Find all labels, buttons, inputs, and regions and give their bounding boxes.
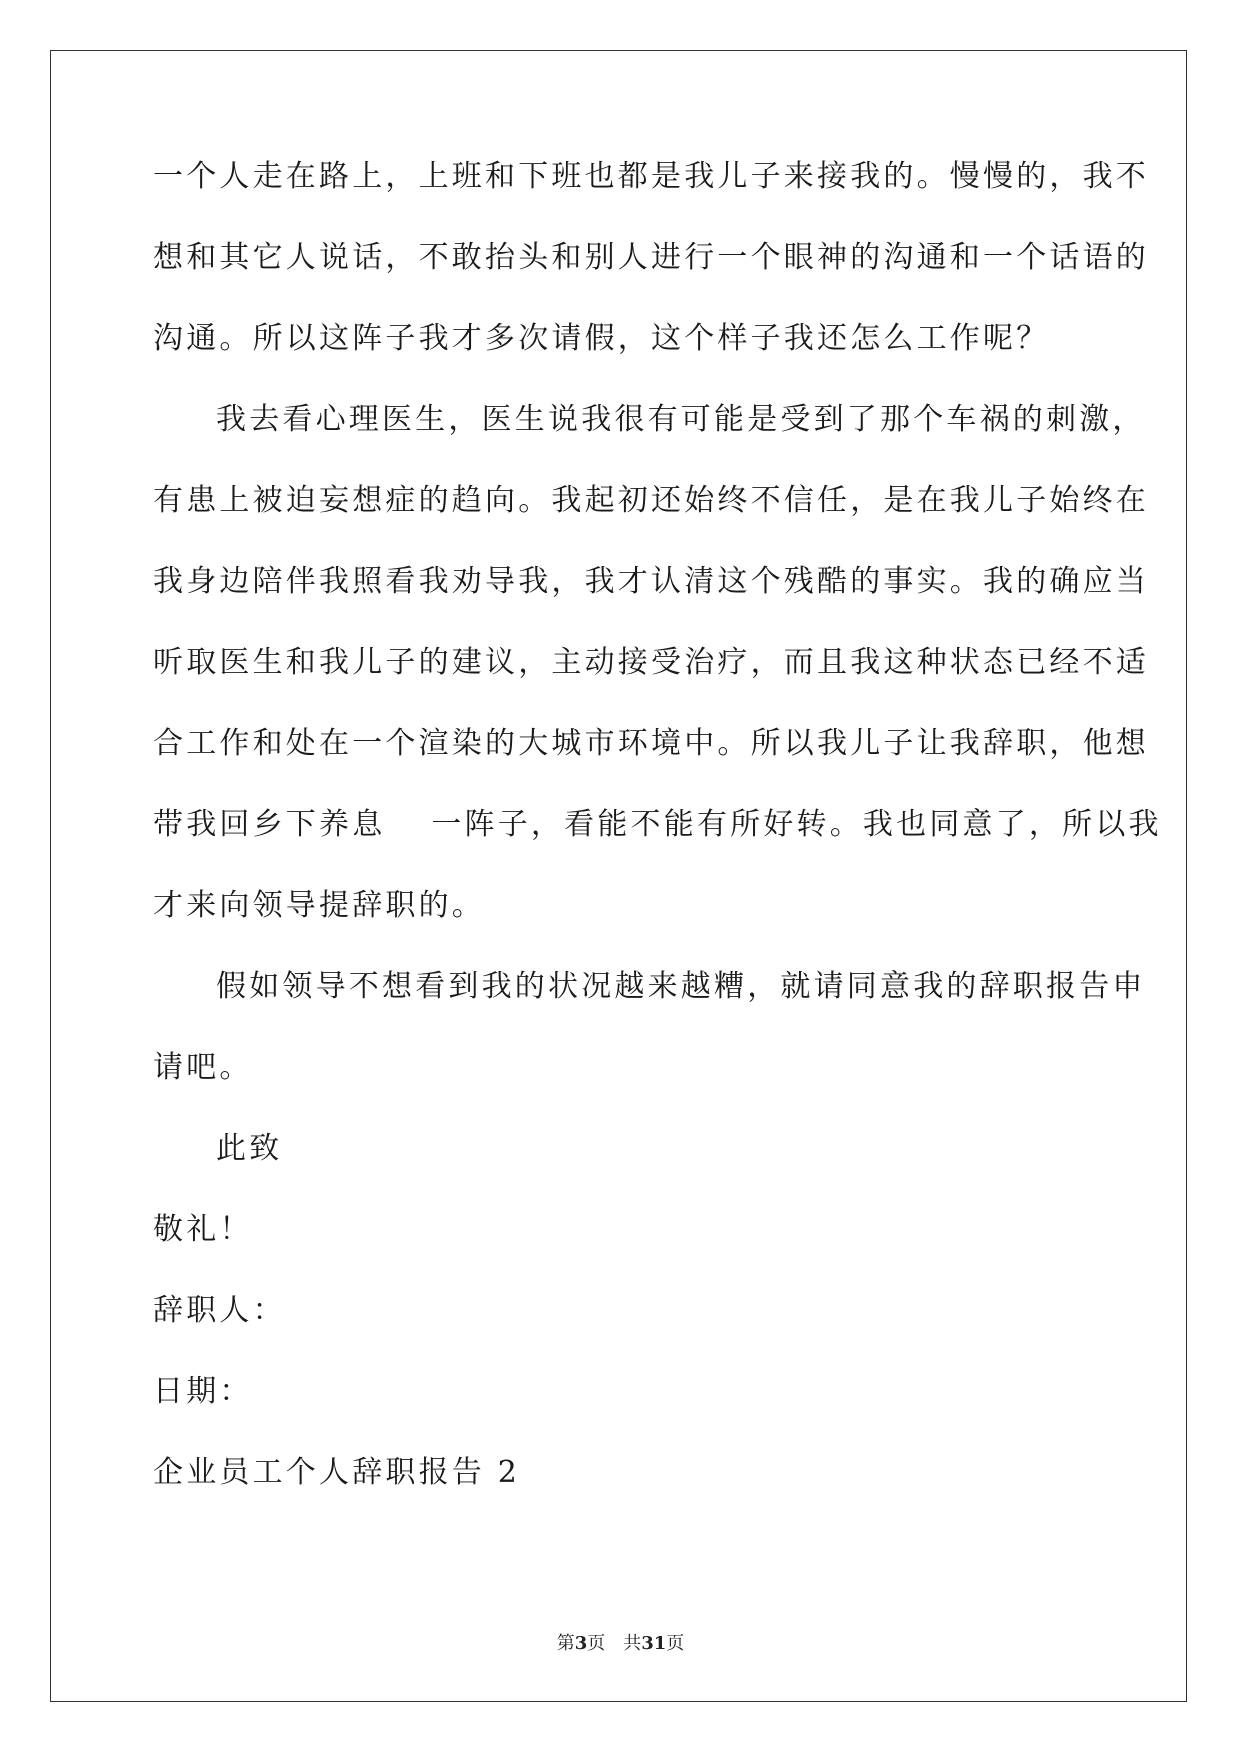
text-line: 一个人走在路上，上班和下班也都是我儿子来接我的。慢慢的，我不 bbox=[153, 159, 1149, 194]
date-label: 日期： bbox=[153, 1374, 253, 1409]
text-line: 带我回乡下养息 一阵子，看能不能有所好转。我也同意了，所以我 bbox=[153, 807, 1162, 842]
page-footer bbox=[0, 1632, 1241, 1656]
closing-salutation: 此致 bbox=[216, 1131, 283, 1166]
text-line: 听取医生和我儿子的建议，主动接受治疗，而且我这种状态已经不适 bbox=[153, 645, 1149, 680]
total-pages: 31 bbox=[641, 1633, 667, 1654]
text-line: 假如领导不想看到我的状况越来越糟，就请同意我的辞职报告申 bbox=[216, 969, 1146, 1004]
text-line: 想和其它人说话，不敢抬头和别人进行一个眼神的沟通和一个话语的 bbox=[153, 240, 1149, 275]
text-line: 合工作和处在一个渲染的大城市环境中。所以我儿子让我辞职，他想 bbox=[153, 726, 1149, 761]
text-line: 沟通。所以这阵子我才多次请假，这个样子我还怎么工作呢？ bbox=[153, 321, 1050, 356]
text-line: 有患上被迫妄想症的趋向。我起初还始终不信任，是在我儿子始终在 bbox=[153, 483, 1149, 518]
total-prefix: 共 bbox=[623, 1633, 642, 1654]
text-line: 我身边陪伴我照看我劝导我，我才认清这个残酷的事实。我的确应当 bbox=[153, 564, 1149, 599]
page-suffix: 页 bbox=[587, 1633, 606, 1654]
total-suffix: 页 bbox=[666, 1633, 685, 1654]
text-line: 我去看心理医生，医生说我很有可能是受到了那个车祸的刺激， bbox=[216, 402, 1146, 437]
closing-regards: 敬礼！ bbox=[153, 1212, 253, 1247]
page-prefix: 第 bbox=[556, 1633, 575, 1654]
text-line: 才来向领导提辞职的。 bbox=[153, 888, 485, 923]
page-number: 3 bbox=[574, 1633, 588, 1654]
signature-label: 辞职人： bbox=[153, 1293, 286, 1328]
section-heading: 企业员工个人辞职报告 2 bbox=[153, 1455, 521, 1490]
text-line: 请吧。 bbox=[153, 1050, 253, 1085]
